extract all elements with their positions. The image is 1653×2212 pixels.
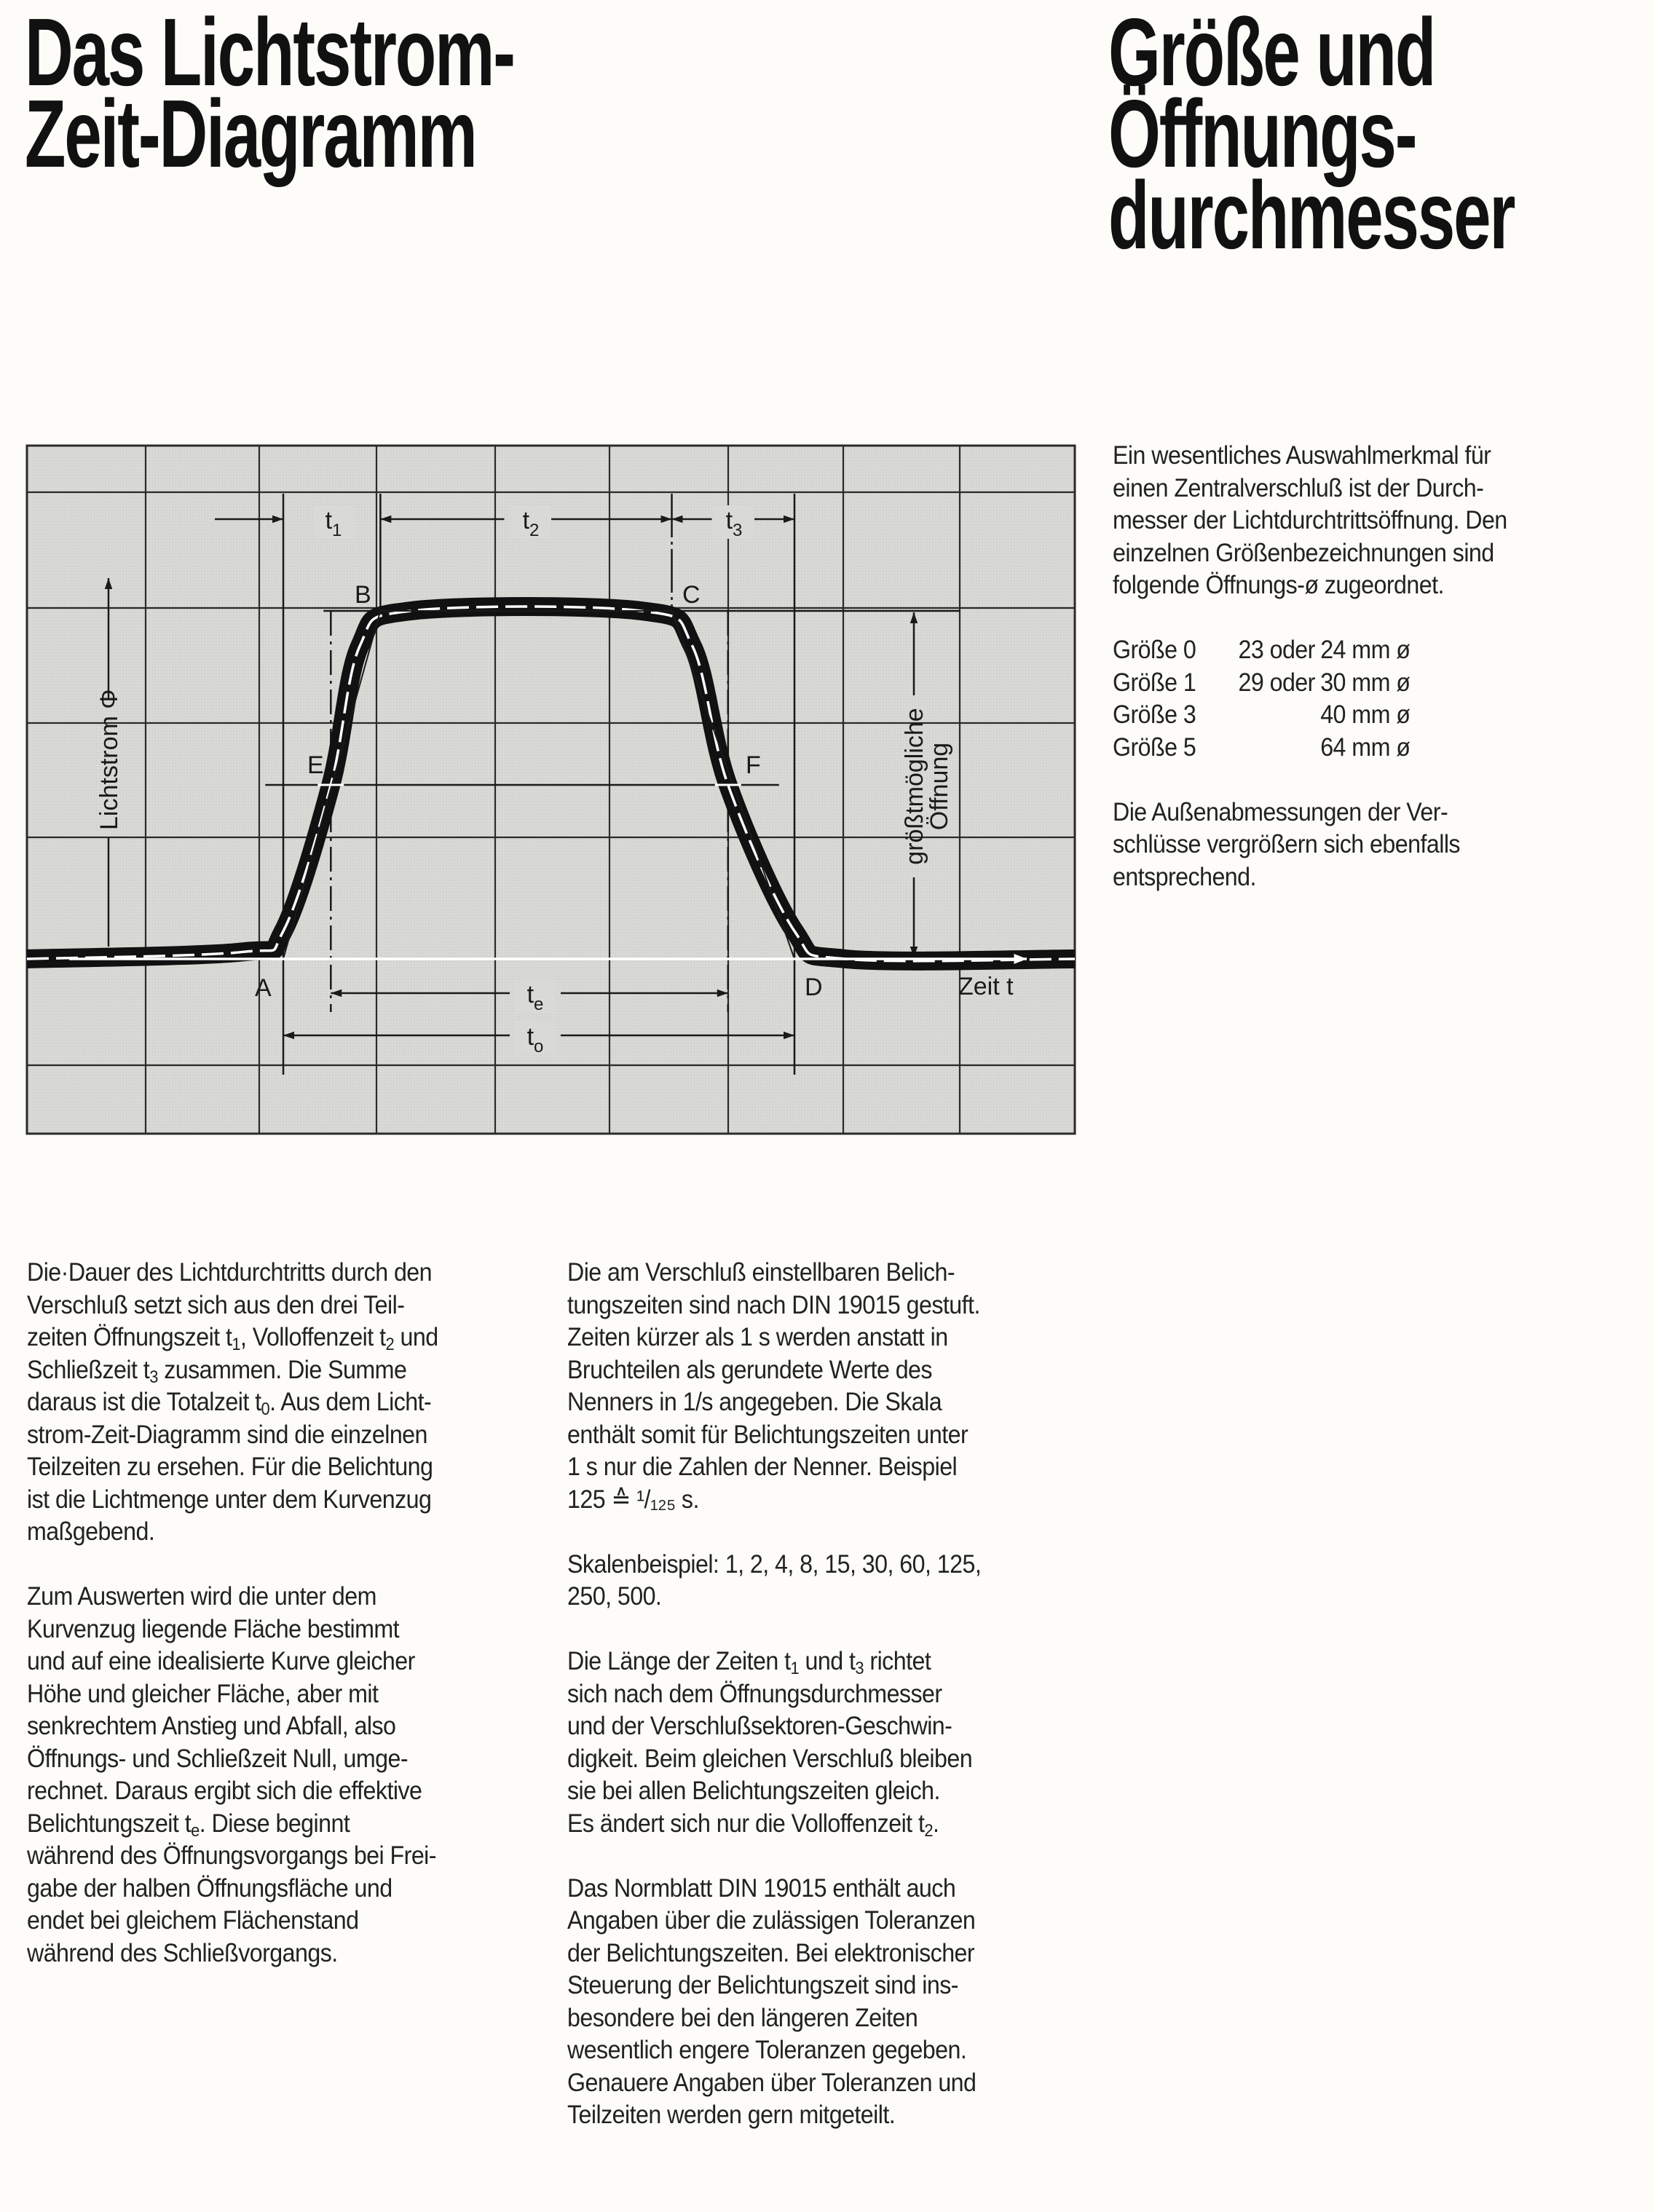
size-diameter: 24 mm ø — [1320, 636, 1411, 664]
text-line: Die·Dauer des Lichtdurchtritts durch den — [27, 1258, 433, 1287]
text-line: sie bei allen Belichtungszeiten gleich. — [567, 1777, 940, 1805]
text-line: schlüsse vergrößern sich ebenfalls — [1113, 830, 1460, 858]
size-name: Größe 1 — [1113, 668, 1196, 697]
size-name: Größe 3 — [1113, 700, 1196, 729]
intro-paragraph — [1113, 440, 1507, 602]
text-line: endet bei gleichem Flächenstand — [27, 1906, 359, 1935]
text-line: Es ändert sich nur die Volloffenzeit $t_2$. — [567, 1809, 939, 1841]
text-line: digkeit. Beim gleichen Verschluß bleiben — [567, 1744, 973, 1773]
text-line: während des Schließvorgangs. — [27, 1938, 338, 1967]
text-line: Die Außenabmessungen der Ver- — [1113, 797, 1448, 826]
text-line: Genauere Angaben über Toleranzen und — [567, 2068, 977, 2097]
text-line: Belichtungszeit $t_e$. Diese beginnt — [27, 1809, 350, 1841]
page-title-right — [1108, 0, 1515, 269]
text-line: senkrechtem Anstieg und Abfall, also — [27, 1712, 396, 1740]
text-line: Zum Auswerten wird die unter dem — [27, 1582, 376, 1611]
size-diameter: 30 mm ø — [1320, 668, 1411, 697]
text-line: rechnet. Daraus ergibt sich die effektive — [27, 1777, 422, 1805]
x-axis-label: Zeit t — [958, 973, 1014, 1000]
text-line: Steuerung der Belichtungszeit sind ins- — [567, 1971, 958, 1999]
interval-label-t1: $t_1$ — [325, 507, 342, 540]
text-line: tungszeiten sind nach DIN 19015 gestuft. — [567, 1290, 980, 1319]
paragraph — [27, 1581, 438, 1970]
size-alt — [1220, 732, 1320, 765]
text-line: Das Normblatt DIN 19015 enthält auch — [567, 1873, 956, 1903]
text-line: Höhe und gleicher Fläche, aber mit — [27, 1679, 379, 1708]
max-opening-label-2: Öffnung — [926, 742, 953, 831]
size-diameter: 40 mm ø — [1320, 700, 1411, 729]
text-line: Teilzeiten zu ersehen. Für die Belichtung — [27, 1453, 433, 1481]
explanation-column-middle — [567, 1257, 981, 2132]
page-title-left — [25, 0, 514, 187]
text-line: sich nach dem Öffnungsdurchmesser — [567, 1679, 942, 1708]
text-line: besondere bei den längeren Zeiten — [567, 2003, 918, 2032]
text-line: Skalenbeispiel: 1, 2, 4, 8, 15, 30, 60, 125, — [567, 1549, 982, 1579]
point-label-e: E — [307, 751, 324, 779]
text-line: und der Verschlußsektoren-Geschwin- — [567, 1712, 952, 1740]
point-label-f: F — [746, 751, 761, 779]
text-line: maßgebend. — [27, 1517, 155, 1546]
text-line: und auf eine idealisierte Kurve gleicher — [27, 1647, 415, 1675]
explanation-column-left — [27, 1257, 438, 1970]
text-line: Schließzeit $t_3$ zusammen. Die Summe — [27, 1355, 407, 1387]
text-line: Ein wesentliches Auswahlmerkmal für — [1113, 441, 1491, 470]
size-alt — [1220, 699, 1320, 732]
size-description — [1113, 440, 1507, 893]
spacer — [27, 1549, 438, 1581]
point-label-b: B — [355, 581, 371, 609]
interval-label-to: $t_o$ — [526, 1023, 544, 1056]
text-line: Zeiten kürzer als 1 s werden anstatt in — [567, 1323, 948, 1351]
point-label-d: D — [805, 973, 823, 1001]
text-line: einzelnen Größenbezeichnungen sind — [1113, 538, 1494, 567]
text-line: gabe der halben Öffnungsfläche und — [27, 1873, 392, 1903]
text-line: wesentlich engere Toleranzen gegeben. — [567, 2036, 967, 2064]
size-name: Größe 5 — [1113, 732, 1196, 762]
text-line: Die am Verschluß einstellbaren Belich- — [567, 1258, 955, 1287]
text-line: einen Zentralverschluß ist der Durch- — [1113, 473, 1484, 502]
text-line: Teilzeiten werden gern mitgeteilt. — [567, 2101, 896, 2129]
interval-label-t2: $t_2$ — [522, 507, 540, 540]
outro-paragraph — [1113, 797, 1507, 894]
spacer — [567, 1516, 981, 1549]
paragraph — [567, 1549, 981, 1613]
paragraph — [27, 1257, 438, 1549]
title-line: Zeit-Diagramm — [25, 80, 476, 187]
text-line: folgende Öffnungs-ø zugeordnet. — [1113, 571, 1444, 599]
text-line: 250, 500. — [567, 1582, 662, 1611]
interval-label-t3: $t_3$ — [725, 507, 743, 540]
title-line: Größe und — [1108, 0, 1435, 106]
size-table — [1113, 634, 1507, 764]
spacer — [567, 1840, 981, 1873]
text-line: Die Länge der Zeiten $t_1$ und $t_3$ richtet — [567, 1647, 931, 1678]
text-line: Angaben über die zulässigen Toleranzen — [567, 1906, 976, 1935]
text-line: messer der Lichtdurchtrittsöffnung. Den — [1113, 506, 1507, 534]
text-line: Kurvenzug liegende Fläche bestimmt — [27, 1614, 400, 1643]
text-line: daraus ist die Totalzeit $t_0$. Aus dem Licht- — [27, 1388, 432, 1419]
paragraph — [567, 1646, 981, 1840]
interval-label-te: $t_e$ — [526, 981, 544, 1014]
text-line: strom-Zeit-Diagramm sind die einzelnen — [27, 1420, 427, 1449]
spacer — [567, 1613, 981, 1646]
text-line: enthält somit für Belichtungszeiten unter — [567, 1420, 968, 1449]
spacer — [1113, 602, 1507, 635]
spacer — [1113, 764, 1507, 797]
size-diameter: 64 mm ø — [1320, 732, 1411, 762]
paragraph — [567, 1257, 981, 1516]
max-opening-label: größtmögliche — [901, 708, 928, 865]
point-label-a: A — [255, 974, 272, 1002]
title-line: durchmesser — [1108, 162, 1515, 269]
text-line: 1 s nur die Zahlen der Nenner. Beispiel — [567, 1453, 958, 1481]
size-alt: 23 oder — [1238, 636, 1315, 664]
title-line: Das Lichtstrom- — [25, 0, 514, 106]
point-label-c: C — [682, 581, 701, 609]
text-line: Bruchteilen als gerundete Werte des — [567, 1355, 932, 1384]
text-line: der Belichtungszeiten. Bei elektronischer — [567, 1938, 975, 1967]
paragraph — [567, 1873, 981, 2132]
text-line: zeiten Öffnungszeit $t_1$, Volloffenzeit $t_2$ und — [27, 1323, 438, 1354]
title-line: Öffnungs- — [1108, 80, 1416, 187]
text-line: 125 ≙ ¹/₁₂₅ s. — [567, 1485, 699, 1514]
text-line: entsprechend. — [1113, 862, 1256, 891]
y-axis-label: Lichtstrom Φ — [95, 689, 123, 830]
text-line: Verschluß setzt sich aus den drei Teil- — [27, 1290, 405, 1319]
text-line: während des Öffnungsvorgangs bei Frei- — [27, 1841, 436, 1870]
text-line: Öffnungs- und Schließzeit Null, umge- — [27, 1744, 409, 1773]
size-name: Größe 0 — [1113, 636, 1196, 664]
text-line: Nenners in 1/s angegeben. Die Skala — [567, 1388, 942, 1416]
size-alt: 29 oder — [1238, 668, 1315, 697]
text-line: ist die Lichtmenge unter dem Kurvenzug — [27, 1485, 432, 1514]
